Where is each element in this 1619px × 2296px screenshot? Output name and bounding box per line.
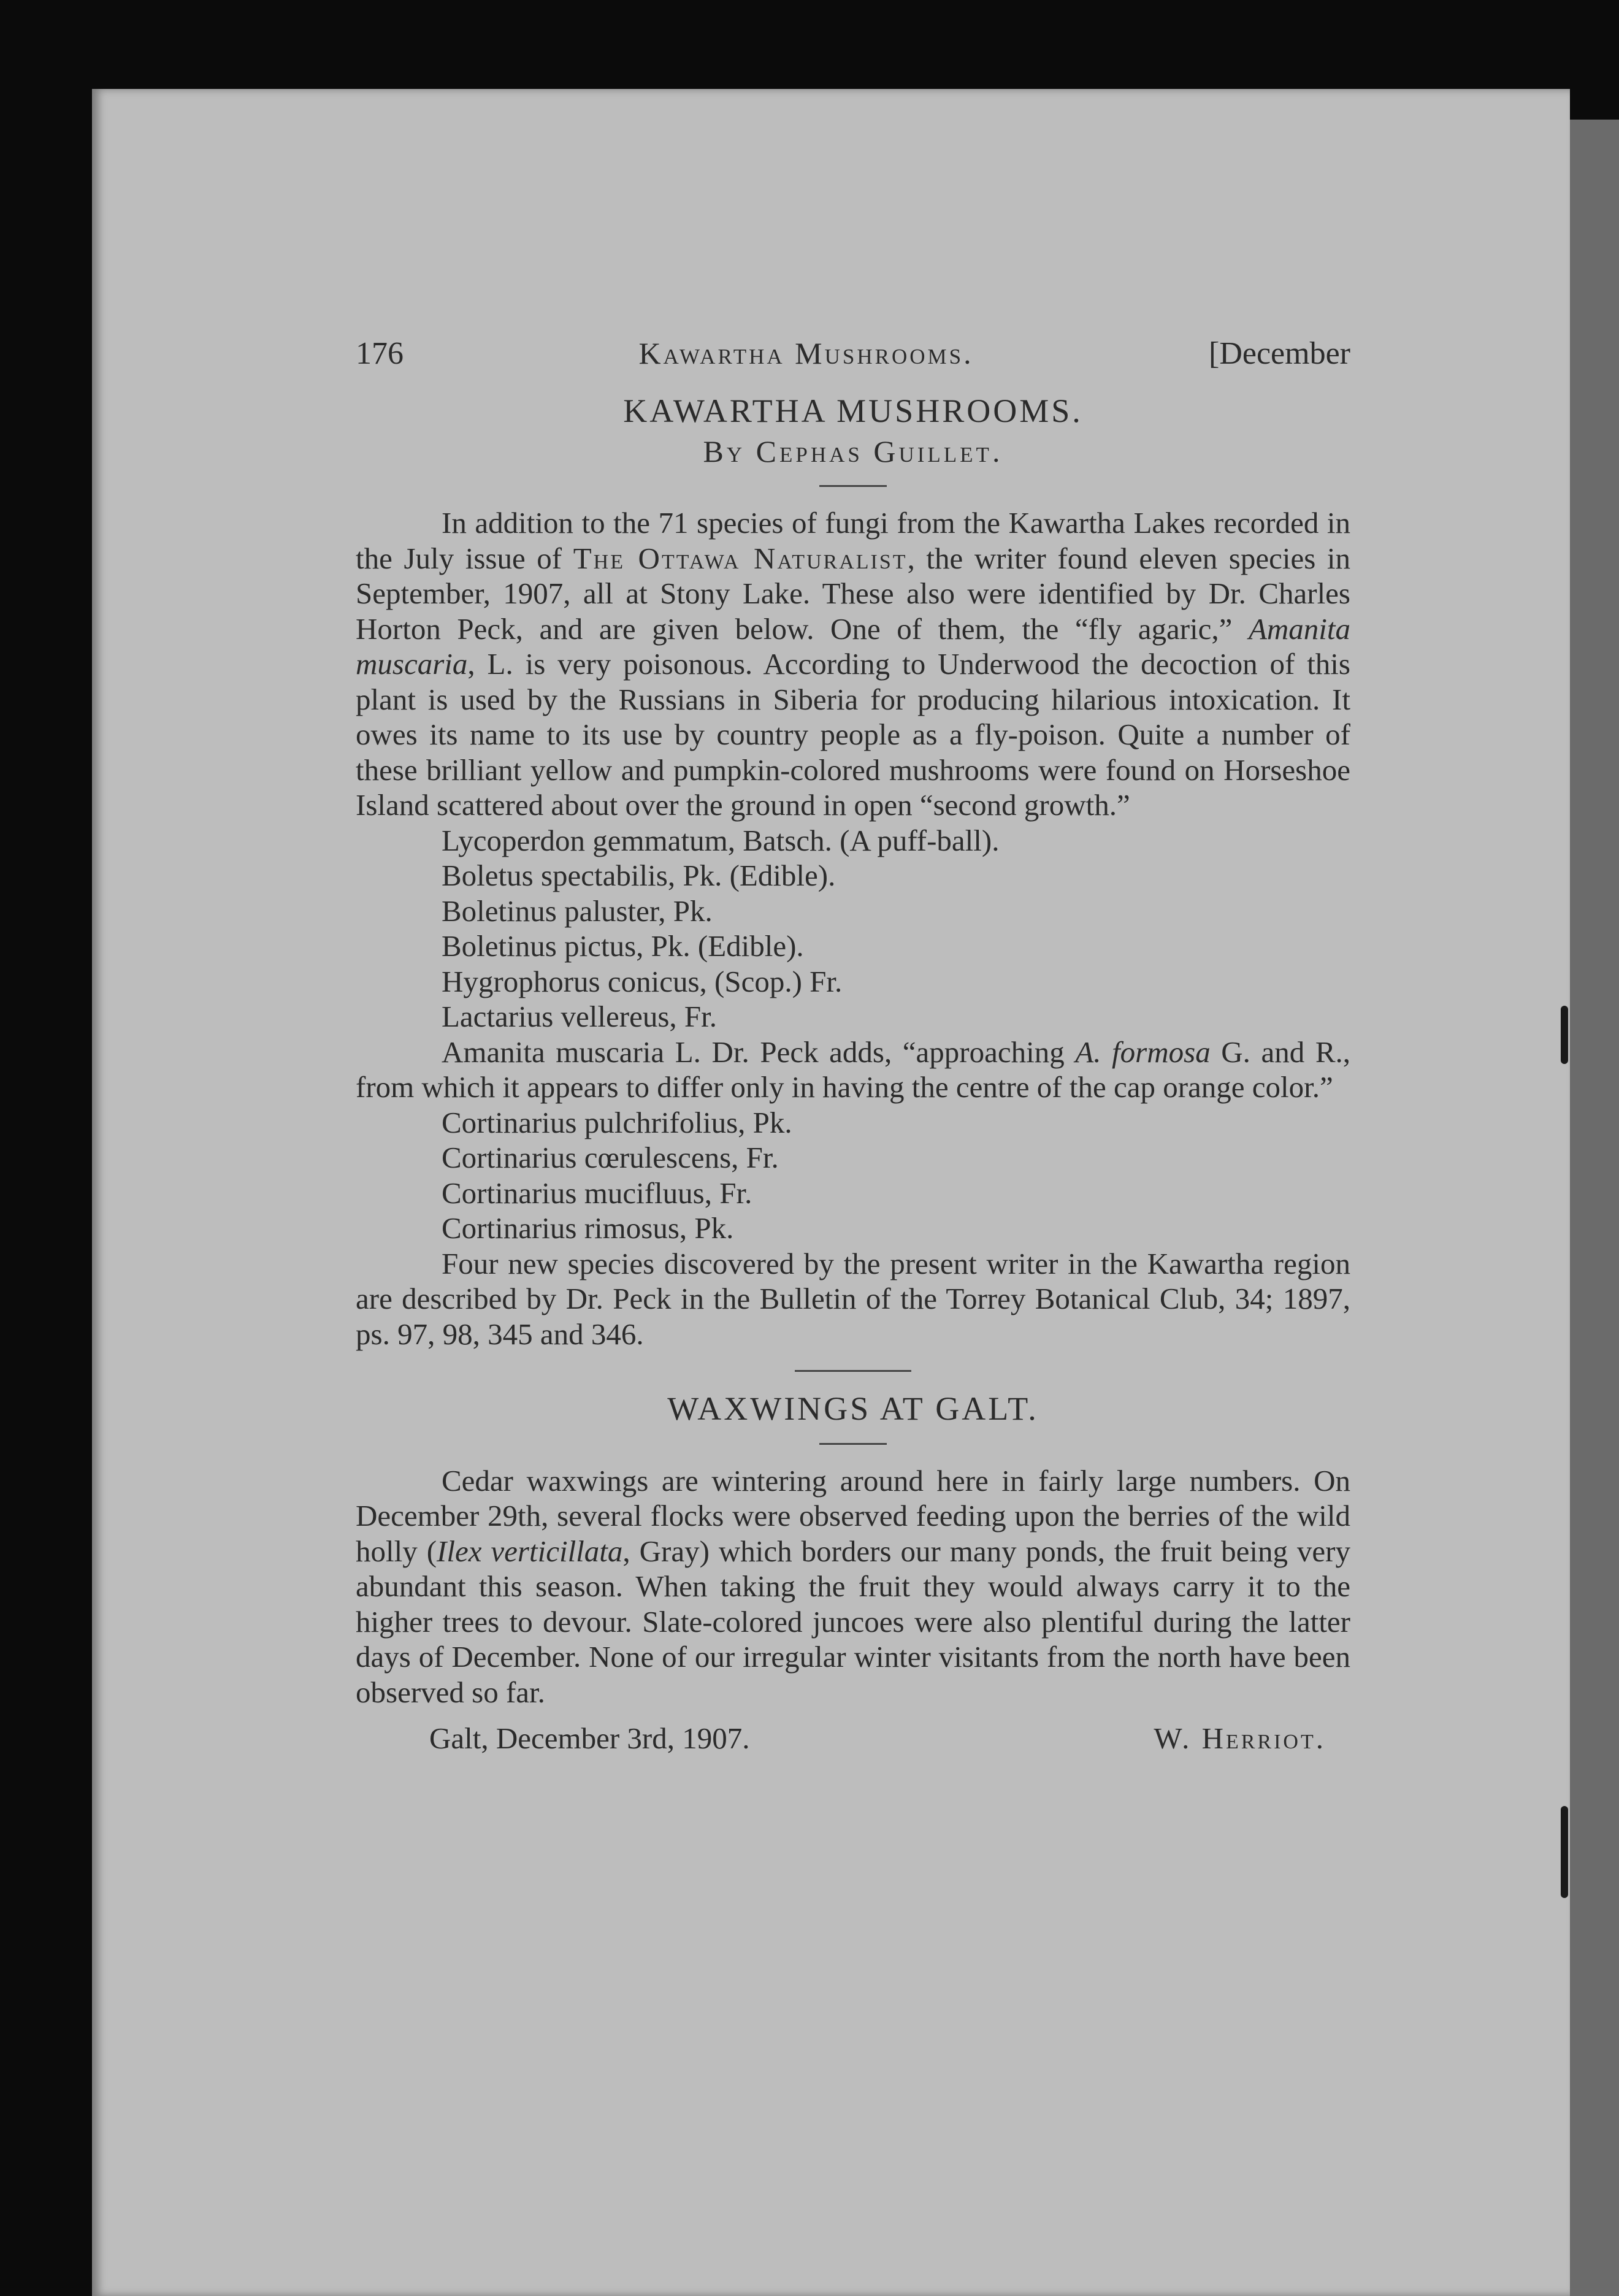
- header-month: [December: [1209, 336, 1350, 371]
- binding-mark-lower: [1561, 1806, 1568, 1898]
- closing-paragraph: Four new species discovered by the present writer in the Kawartha region are described by Dr. Peck in the Bulletin of the Torrey Botanical Club, 34; 1897, ps. 97, 98, 345 and 346.: [356, 1246, 1350, 1351]
- intro-paragraph: In addition to the 71 species of fungi from the Kawartha Lakes recorded in the July issue of The Ottawa Naturalist, the writer found eleven species in September, 1907, all at Stony Lake. These also were identified by Dr. Charles Horton Peck, and are given below. One of them, the “fly agaric,” Amanita muscaria, L. is very poisonous. According to Underwood the decoction of this plant is used by the Russians in Siberia for producing hilarious intoxication. It owes its name to its use by country people as a fly-poison. Quite a number of these brilliant yellow and pumpkin-colored mushrooms were found on Horseshoe Island scattered about over the ground in open “second growth.”: [356, 506, 1350, 822]
- species-item: Cortinarius mucifluus, Fr.: [442, 1176, 752, 1210]
- species-item: Boletinus paluster, Pk.: [442, 894, 713, 928]
- article-divider: [795, 1370, 911, 1372]
- species-list: [356, 823, 1350, 1035]
- species-item: Cortinarius pulchrifolius, Pk.: [442, 1105, 792, 1139]
- binding-mark-upper: [1561, 1006, 1568, 1064]
- next-page-edge: [1570, 120, 1619, 2296]
- article2-title: WAXWINGS AT GALT.: [667, 1390, 1039, 1427]
- running-title: Kawartha Mushrooms.: [638, 336, 974, 370]
- species-item: Hygrophorus conicus, (Scop.) Fr.: [442, 964, 843, 998]
- journal-name: The Ottawa Naturalist: [573, 541, 908, 575]
- species-item: Cortinarius rimosus, Pk.: [442, 1211, 734, 1245]
- species-italic: Amanita muscaria: [356, 611, 1350, 681]
- species-item: Boletus spectabilis, Pk. (Edible).: [442, 859, 836, 892]
- species-item: Boletinus pictus, Pk. (Edible).: [442, 929, 804, 963]
- species-item: Cortinarius cœrulescens, Fr.: [442, 1141, 779, 1174]
- page-number: 176: [356, 336, 404, 371]
- title-divider: [819, 485, 887, 487]
- running-header: [356, 336, 1350, 391]
- author-name: W. Herriot.: [1154, 1721, 1326, 1755]
- place-date: Galt, December 3rd, 1907.: [429, 1721, 750, 1755]
- species-list-2: [356, 1105, 1350, 1246]
- species-item: Lactarius vellereus, Fr.: [442, 1000, 718, 1033]
- amanita-paragraph: Amanita muscaria L. Dr. Peck adds, “approaching A. formosa G. and R., from which it appears to differ only in having the centre of the cap orange color.”: [356, 1035, 1350, 1104]
- waxwings-paragraph: Cedar waxwings are wintering around here in fairly large numbers. On December 29th, several flocks were observed feeding upon the berries of the wild holly (Ilex verticillata, Gray) which borders our many ponds, the fruit being very abundant this season. When taking the fruit they would always carry it to the higher trees to devour. Slate-colored juncoes were also plentiful during the latter days of December. None of our irregular winter visitants from the north have been observed so far.: [356, 1463, 1350, 1709]
- title2-divider: [819, 1443, 887, 1445]
- species-item: Lycoperdon gemmatum, Batsch. (A puff-ball).: [442, 823, 1000, 857]
- signature-line: [356, 1721, 1350, 1756]
- article-byline: By Cephas Guillet.: [703, 434, 1003, 469]
- page-text: [356, 336, 1350, 1756]
- article-title: KAWARTHA MUSHROOMS.: [623, 392, 1083, 429]
